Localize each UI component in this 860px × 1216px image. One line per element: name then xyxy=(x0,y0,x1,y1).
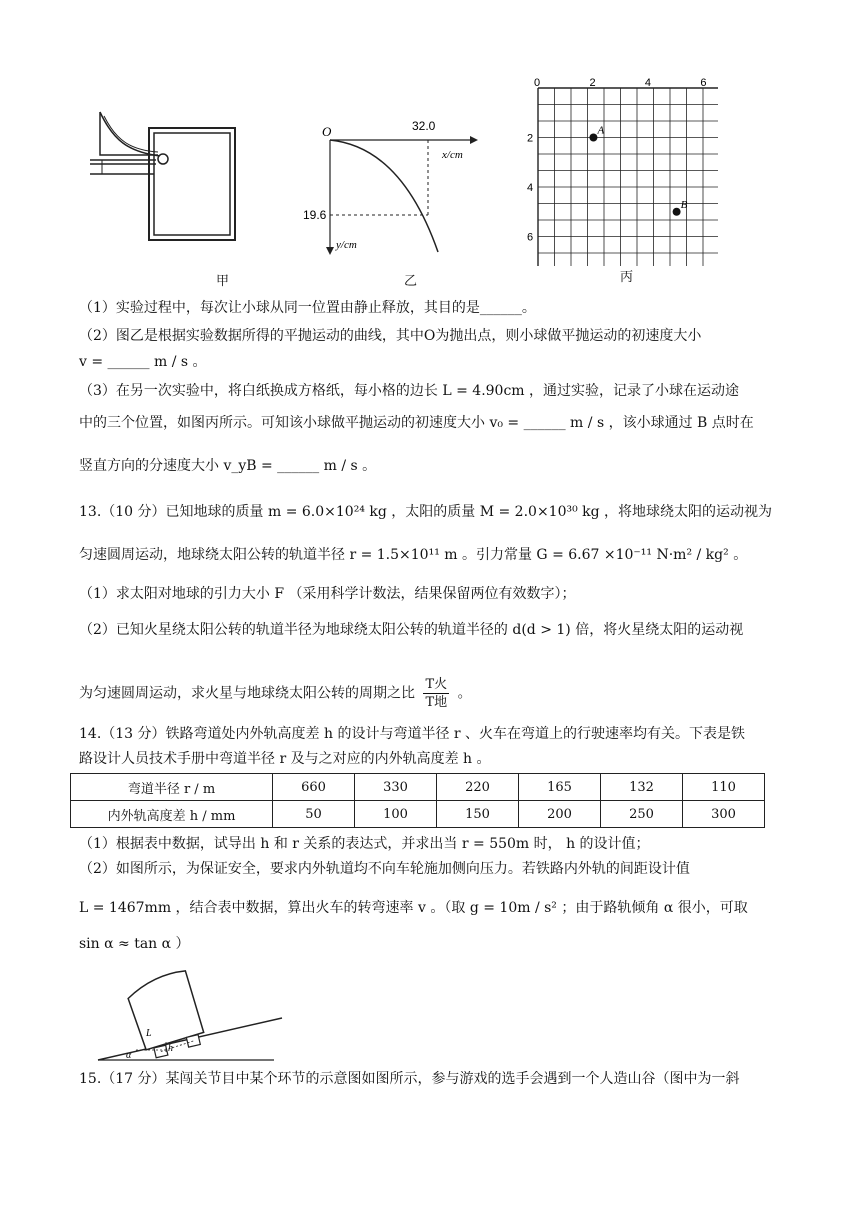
q13-line2: 匀速圆周运动，地球绕太阳公转的轨道半径 r = 1.5×10¹¹ m 。引力常量 G = 6.67 ×10⁻¹¹ N·m² / kg² 。 xyxy=(79,547,748,563)
grid-left-tick: 4 xyxy=(527,182,534,194)
table-cell: 220 xyxy=(437,774,519,801)
yi-y-value: 19.6 xyxy=(303,208,327,222)
table-row-label: 内外轨高度差 h / mm xyxy=(71,801,273,828)
table-cell: 330 xyxy=(355,774,437,801)
yi-x-value: 32.0 xyxy=(412,119,436,133)
q14-line4: （2）如图所示，为保证安全，要求内外轨道均不向车轮施加侧向压力。若铁路内外轨的间距设计值 xyxy=(79,861,690,877)
rail-label-L: L xyxy=(146,1028,152,1039)
yi-x-axis: x/cm xyxy=(442,149,463,161)
grid-top-tick: 0 xyxy=(534,77,541,89)
figure-bing xyxy=(518,76,718,266)
ratio-fraction xyxy=(423,676,449,711)
q13-line4: （2）已知火星绕太阳公转的轨道半径为地球绕太阳公转的轨道半径的 d(d > 1) 倍，将火星绕太阳的运动视 xyxy=(79,622,744,638)
grid-point-label: A xyxy=(597,124,605,137)
table-cell: 50 xyxy=(273,801,355,828)
rail-label-h: h xyxy=(168,1043,173,1054)
q13-line1: 13.（10 分）已知地球的质量 m = 6.0×10²⁴ kg ，太阳的质量 M = 2.0×10³⁰ kg ，将地球绕太阳的运动视为 xyxy=(79,504,773,520)
figure-yi xyxy=(300,112,490,262)
q14-line5: L = 1467mm ，结合表中数据，算出火车的转弯速率 v 。（取 g = 10m / s² ；由于路轨倾角 α 很小，可取 xyxy=(79,900,748,916)
radius-height-table xyxy=(70,773,765,828)
figure-rail xyxy=(96,958,286,1066)
q14-line3: （1）根据表中数据，试导出 h 和 r 关系的表达式，并求出当 r = 550m 时， h 的设计值； xyxy=(79,836,650,852)
ratio-numerator: T火 xyxy=(425,677,448,692)
table-cell: 660 xyxy=(273,774,355,801)
caption-bing: 丙 xyxy=(620,270,634,285)
grid-top-tick: 6 xyxy=(700,77,707,89)
q12-s2: （2）图乙是根据实验数据所得的平抛运动的曲线，其中O为抛出点，则小球做平抛运动的初速度大小 xyxy=(79,328,702,344)
grid-left-tick: 2 xyxy=(527,132,534,145)
q14-line1: 14.（13 分）铁路弯道处内外轨高度差 h 的设计与弯道半径 r 、火车在弯道上的行驶速率均有关。下表是铁 xyxy=(79,726,746,742)
caption-yi: 乙 xyxy=(404,274,418,289)
q12-s1: （1）实验过程中，每次让小球从同一位置由静止释放，其目的是______。 xyxy=(79,300,536,316)
table-cell: 100 xyxy=(355,801,437,828)
q15-line1: 15.（17 分）某闯关节目中某个环节的示意图如图所示，参与游戏的选手会遇到一个人造山谷（图中为一斜 xyxy=(79,1071,740,1087)
table-cell: 132 xyxy=(601,774,683,801)
rail-label-alpha: α xyxy=(126,1050,132,1061)
grid-point-b xyxy=(673,208,681,216)
grid-top-tick: 4 xyxy=(644,77,652,89)
table-row xyxy=(71,774,765,801)
table-cell: 150 xyxy=(437,801,519,828)
table-cell: 300 xyxy=(683,801,765,828)
table-cell: 250 xyxy=(601,801,683,828)
q13-line5-text: 为匀速圆周运动，求火星与地球绕太阳公转的周期之比 xyxy=(79,685,415,702)
figure-jia xyxy=(88,100,238,250)
table-row-label: 弯道半径 r / m xyxy=(71,774,273,801)
table-cell: 200 xyxy=(519,801,601,828)
yi-y-axis: y/cm xyxy=(336,239,357,251)
q12-s3b: 中的三个位置，如图丙所示。可知该小球做平抛运动的初速度大小 v₀ = ______ m / s ，该小球通过 B 点时在 xyxy=(79,415,754,431)
q12-s2b: v = ______ m / s 。 xyxy=(79,354,207,370)
caption-jia: 甲 xyxy=(216,274,230,289)
ratio-denominator: T地 xyxy=(425,695,448,710)
grid-top-tick: 2 xyxy=(589,77,596,89)
grid-left-tick: 6 xyxy=(527,231,534,244)
table-cell: 165 xyxy=(519,774,601,801)
q12-s3: （3）在另一次实验中，将白纸换成方格纸，每小格的边长 L = 4.90cm ，通过实验，记录了小球在运动途 xyxy=(79,383,740,399)
grid-point-label: B xyxy=(680,198,688,211)
yi-origin: O xyxy=(322,124,332,139)
q13-line5 xyxy=(79,676,472,711)
q14-line6: sin α ≈ tan α ） xyxy=(79,936,190,952)
grid-point-a xyxy=(589,134,597,142)
table-cell: 110 xyxy=(683,774,765,801)
q14-line2: 路设计人员技术手册中弯道半径 r 及与之对应的内外轨高度差 h 。 xyxy=(79,751,491,767)
q12-s3c: 竖直方向的分速度大小 v_yB = ______ m / s 。 xyxy=(79,458,377,474)
q13-line5-end: 。 xyxy=(457,685,472,702)
table-row xyxy=(71,801,765,828)
q13-line3: （1）求太阳对地球的引力大小 F （采用科学计数法，结果保留两位有效数字）； xyxy=(79,586,576,602)
